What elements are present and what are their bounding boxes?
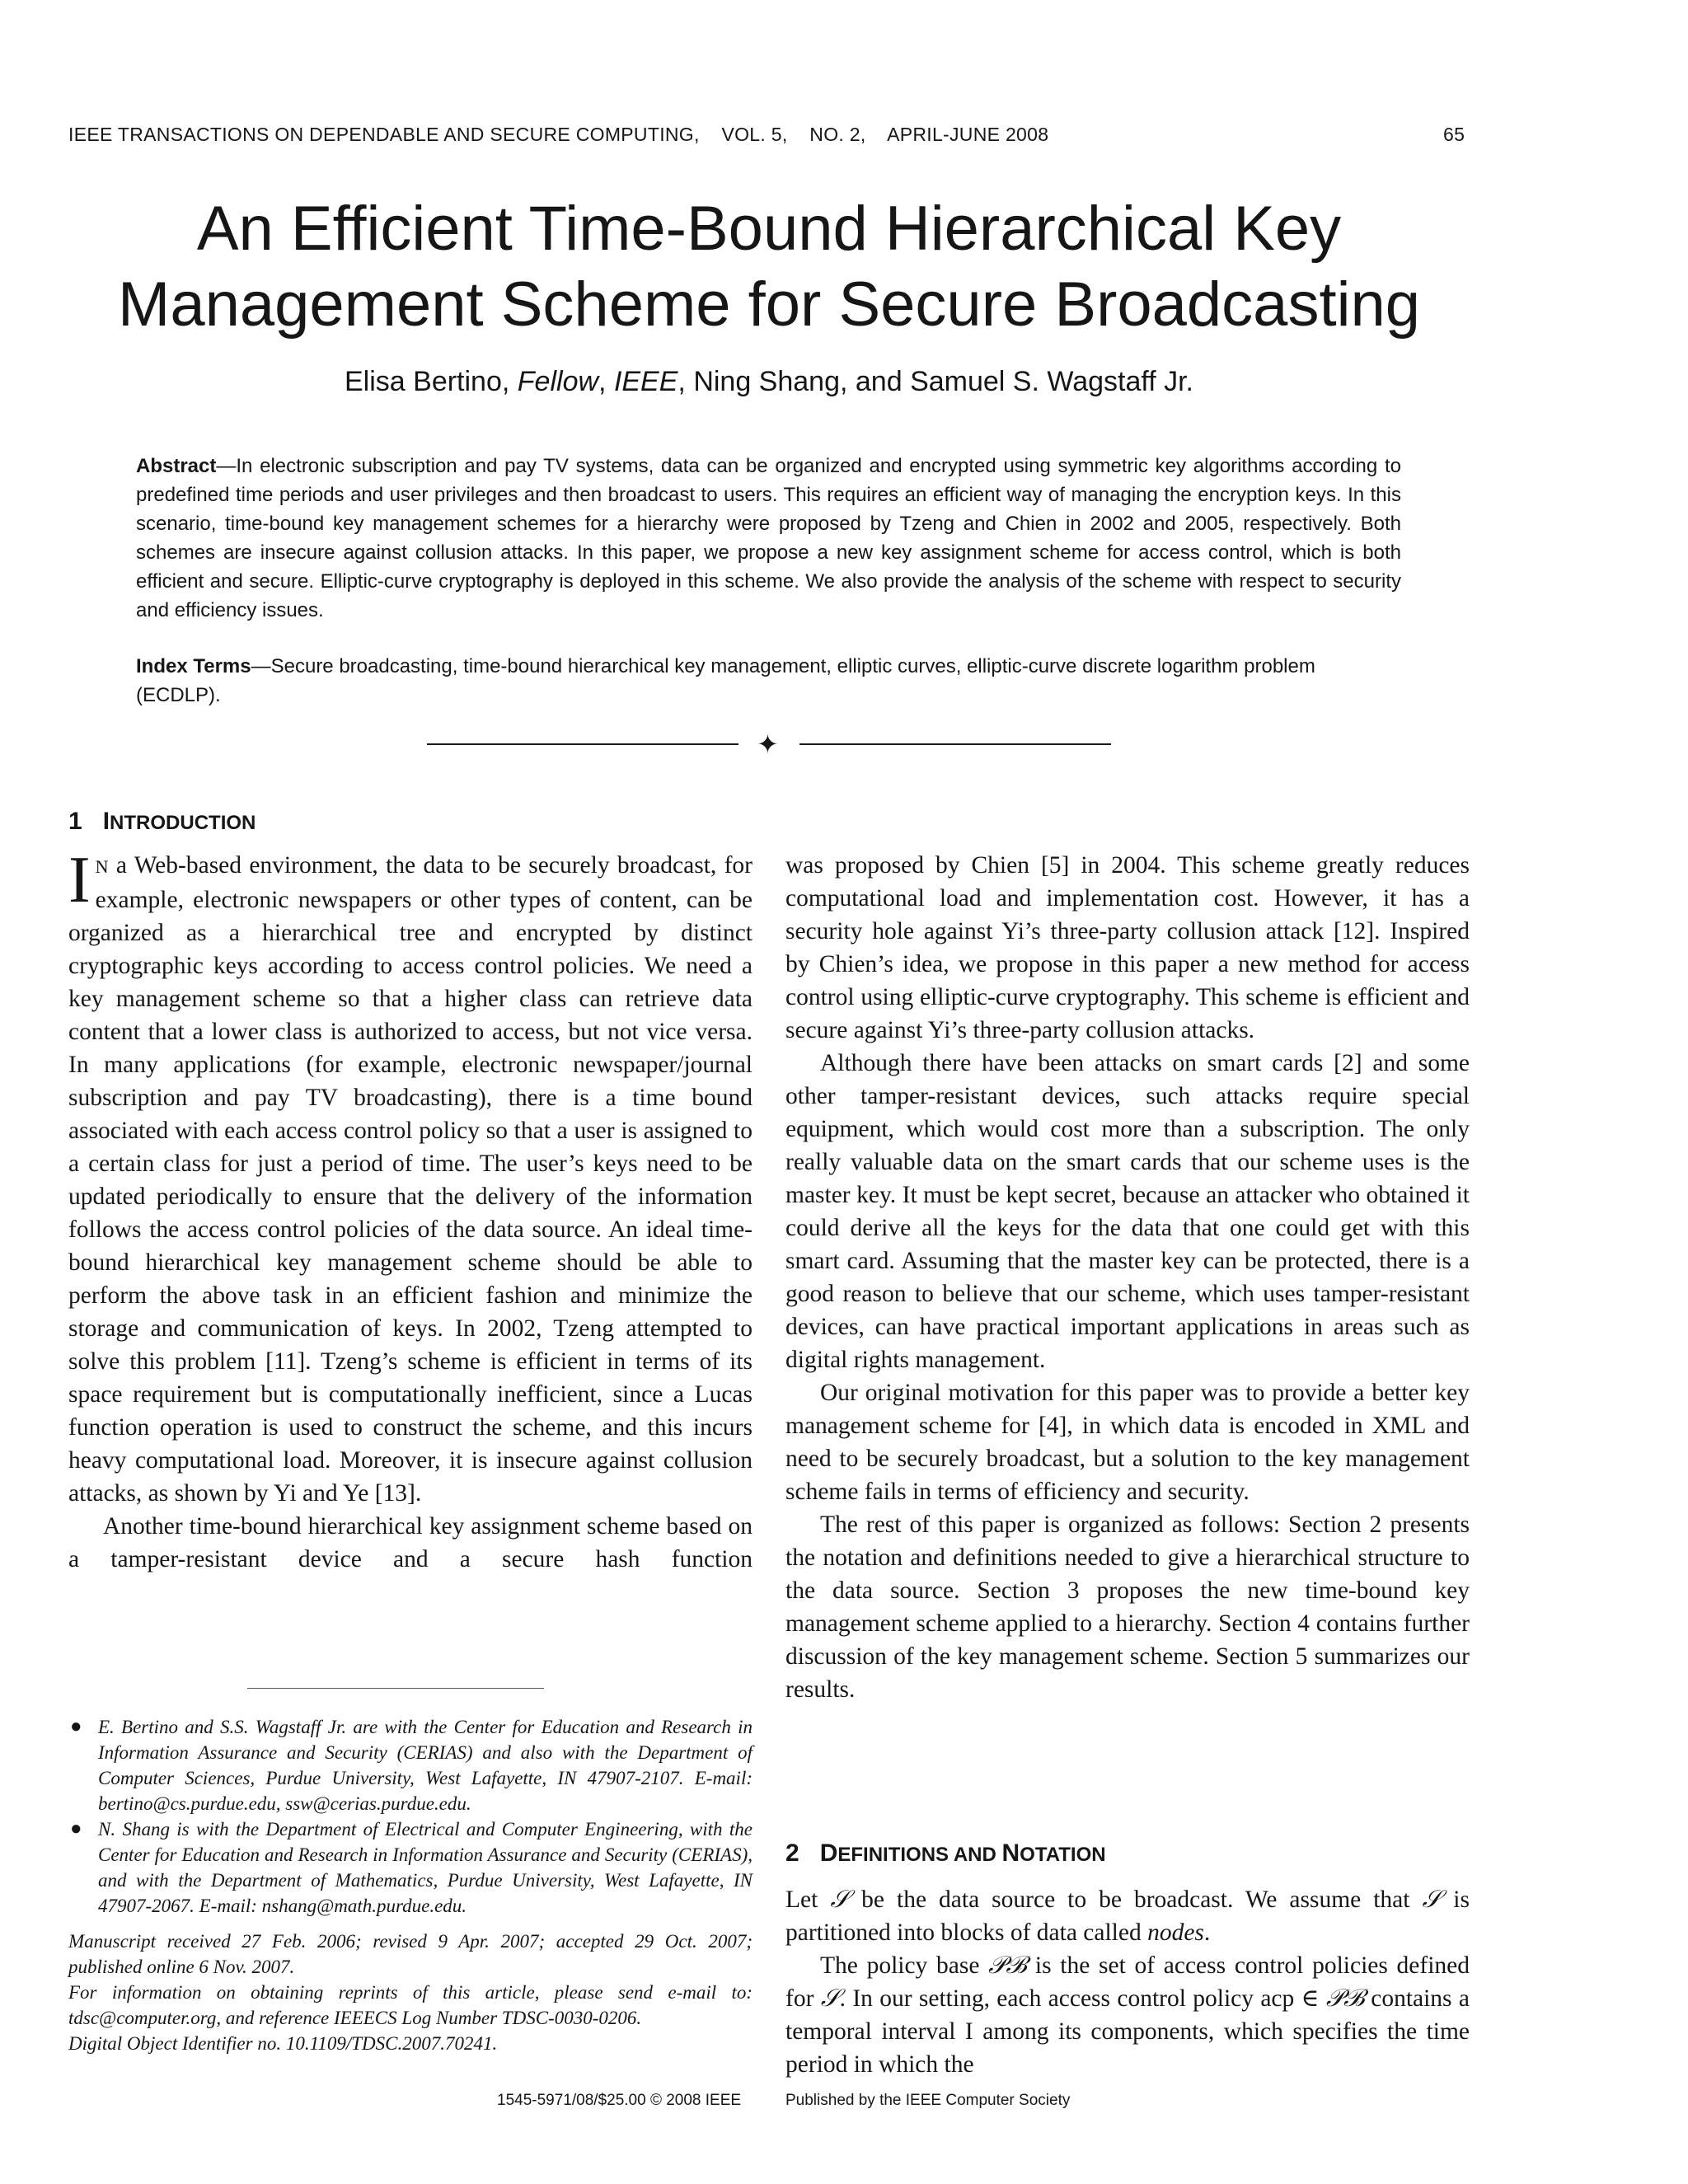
s2p2-c: . In our setting, each access control policy	[839, 1985, 1261, 2012]
intro-p1-text: a Web-based environment, the data to be securely broadcast, for example, electronic newspapers or other types of content, can be organized as a hierarchical tree and encrypted by distinct cryptographic keys according to access control policies. We need a key management scheme so that a higher class can retrieve data content that a lower class is authorized to access, but not vice versa. In many applications (for example, electronic newspaper/journal subscription and pay TV broadcasting), there is a time bound associated with each access control policy so that a user is assigned to a certain class for just a period of time. The user’s keys need to be updated periodically to ensure that the delivery of the information follows the access control policies of the data source. An ideal time-bound hierarchical key management scheme should be able to perform the above task in an efficient fashion and minimize the storage and communication of keys. In 2002, Tzeng attempted to solve this problem [11]. Tzeng’s scheme is efficient in terms of its space requirement but is computationally inefficient, since a Lucas function operation is used to construct the scheme, and this incurs heavy computational load. Moreover, it is insecure against collusion attacks, as shown by Yi and Ye [13].	[68, 852, 753, 1507]
manuscript-info: Manuscript received 27 Feb. 2006; revised 9 Apr. 2007; accepted 29 Oct. 2007; published online 6 Nov. 2007.	[68, 1931, 753, 1977]
symbol-acp: acp ∈	[1260, 1985, 1326, 2012]
doi-info: Digital Object Identifier no. 10.1109/TDSC.2007.70241.	[68, 2033, 498, 2054]
section-2-title-part-1: EFINITIONS AND	[837, 1844, 1002, 1866]
section-1-title-initial: I	[102, 808, 110, 835]
symbol-s: 𝒮	[830, 1886, 850, 1913]
footnote-1	[68, 1714, 753, 1816]
term-nodes: nodes	[1147, 1919, 1204, 1946]
section-2-paragraph-2	[785, 1949, 1470, 2081]
intro-paragraph-2-end: was proposed by Chien [5] in 2004. This scheme greatly reduces computational load and implementation cost. However, it has a security hole against Yi’s three-party collusion attack [12]. Inspired by Chien’s idea, we propose in this paper a new method for access control using elliptic-curve cryptography. This scheme is efficient and secure against Yi’s three-party collusion attacks.	[785, 852, 1470, 1043]
copyright-footer: 1545-5971/08/$25.00 © 2008 IEEE	[497, 2092, 742, 2109]
abstract-label: Abstract	[136, 455, 217, 477]
intro-paragraph-3: Although there have been attacks on smart cards [2] and some other tamper-resistant devices, such attacks require special equipment, which would cost more than a subscription. The only really valuable data on the smart cards that our scheme uses is the master key. It must be kept secret, because an attacker who obtained it could derive all the keys for the data that one could get with this smart card. Assuming that the master key can be protected, there is a good reason to believe that our scheme, which uses tamper-resistant devices, can have practical important applications in areas such as digital rights management.	[785, 1050, 1470, 1373]
intro-paragraph-2-start: Another time-bound hierarchical key assignment scheme based on a tamper-resistant device and a secure hash function	[68, 1513, 753, 1572]
paper-title	[68, 191, 1470, 343]
title-line-1: An Efficient Time-Bound Hierarchical Key	[196, 194, 1342, 264]
title-line-2: Management Scheme for Secure Broadcasting	[118, 269, 1420, 340]
s2p1-c: is partitioned into blocks of data called	[785, 1886, 1470, 1946]
footnote-2	[68, 1816, 753, 1919]
section-2-body	[785, 1883, 1470, 2081]
s2p2-a: The policy base	[820, 1952, 989, 1979]
symbol-pb: 𝒫ℬ	[988, 1952, 1027, 1979]
section-2-title-initial-n: N	[1001, 1840, 1020, 1867]
bullet-icon: ●	[70, 1716, 82, 1737]
section-1-title-rest: NTRODUCTION	[110, 812, 256, 834]
drop-cap: I	[68, 844, 91, 916]
other-authors: , Ning Shang, and Samuel S. Wagstaff Jr.	[678, 366, 1193, 397]
author-1: Elisa Bertino,	[345, 366, 510, 397]
symbol-pb: 𝒫ℬ	[1325, 1985, 1364, 2012]
issue-number: NO. 2,	[809, 124, 866, 145]
s2p1-d: .	[1203, 1919, 1211, 1946]
section-2-title-initial-d: D	[819, 1840, 838, 1867]
footnote-2-text: N. Shang is with the Department of Electrical and Computer Engineering, with the Center for Education and Research in Information Assurance and Security (CERIAS), and with the Department of Mathematics, Purdue University, West Lafayette, IN 47907-2067. E-mail: nshang@math.purdue.edu.	[98, 1819, 753, 1916]
footnotes	[68, 1714, 753, 2056]
s2p2-d: contains a temporal interval I among its components, which specifies the time period in which the	[785, 1985, 1470, 2078]
intro-paragraph-5: The rest of this paper is organized as follows: Section 2 presents the notation and definitions needed to give a hierarchical structure to the data source. Section 3 proposes the new time-bound key management scheme applied to a hierarchy. Section 4 contains further discussion of the key management scheme. Section 5 summarizes our results.	[785, 1511, 1470, 1703]
index-terms	[136, 652, 1401, 710]
section-2-heading	[785, 1840, 1106, 1868]
intro-paragraph-4: Our original motivation for this paper was to provide a better key management scheme for [4], in which data is encoded in XML and need to be securely broadcast, but a solution to the key management scheme fails in terms of efficiency and security.	[785, 1380, 1470, 1505]
abstract-text: —In electronic subscription and pay TV systems, data can be organized and encrypted using symmetric key algorithms according to predefined time periods and user privileges and then broadcast to users. This requires an efficient way of managing the encryption keys. In this scenario, time-bound key management schemes for a hierarchy were proposed by Tzeng and Chien in 2002 and 2005, respectively. Both schemes are insecure against collusion attacks. In this paper, we propose a new key assignment scheme for access control, which is both efficient and secure. Elliptic-curve cryptography is deployed in this scheme. We also provide the analysis of the scheme with respect to security and efficiency issues.	[136, 455, 1401, 621]
symbol-s: 𝒮	[1422, 1886, 1442, 1913]
index-terms-label: Index Terms	[136, 655, 251, 677]
index-terms-text: —Secure broadcasting, time-bound hierarchical key management, elliptic curves, elliptic-curve discrete logarithm problem (ECDLP).	[136, 655, 1315, 706]
right-column	[785, 849, 1470, 1706]
intro-paragraph-1	[68, 844, 753, 1510]
abstract	[136, 452, 1401, 625]
s2p2-b: is the set of access control policies defined for	[785, 1952, 1470, 2012]
section-2-paragraph-1	[785, 1883, 1470, 1949]
footnote-rule	[247, 1688, 544, 1689]
section-2-number: 2	[785, 1840, 799, 1867]
divider-line-left	[427, 743, 738, 745]
ieee-title: IEEE	[613, 366, 678, 397]
s2p1-b: be the data source to be broadcast. We assume that	[849, 1886, 1423, 1913]
divider-star-icon: ✦	[757, 729, 779, 759]
first-word-rest: N	[95, 856, 109, 877]
publisher-footer: Published by the IEEE Computer Society	[785, 2092, 1071, 2109]
footnote-1-text: E. Bertino and S.S. Wagstaff Jr. are with the Center for Education and Research in Information Assurance and Security (CERIAS) and also with the Department of Computer Sciences, Purdue University, West Lafayette, IN 47907-2107. E-mail: bertino@cs.purdue.edu, ssw@cerias.purdue.edu.	[98, 1717, 753, 1814]
authors: Elisa Bertino, Fellow, IEEE, Ning Shang, and Samuel S. Wagstaff Jr.	[345, 366, 1193, 397]
running-head	[68, 124, 1470, 146]
reprint-info: For information on obtaining reprints of this article, please send e-mail to: tdsc@computer.org, and reference IEEECS Log Number TDSC-0030-0206.	[68, 1982, 753, 2028]
section-1-number: 1	[68, 808, 82, 835]
journal-name: IEEE TRANSACTIONS ON DEPENDABLE AND SECURE COMPUTING,	[68, 124, 700, 145]
bullet-icon: ●	[70, 1818, 82, 1840]
fellow-title: Fellow	[517, 366, 599, 397]
volume: VOL. 5,	[721, 124, 788, 145]
page-number: 65	[1443, 124, 1465, 145]
s2p1-a: Let	[785, 1886, 831, 1913]
issue-date: APRIL-JUNE 2008	[887, 124, 1049, 145]
section-divider	[427, 729, 1111, 759]
symbol-s: 𝒮	[820, 1985, 840, 2012]
section-1-heading	[68, 808, 256, 836]
left-column	[68, 844, 753, 1576]
section-2-title-part-2: OTATION	[1020, 1844, 1106, 1866]
divider-line-right	[799, 743, 1111, 745]
